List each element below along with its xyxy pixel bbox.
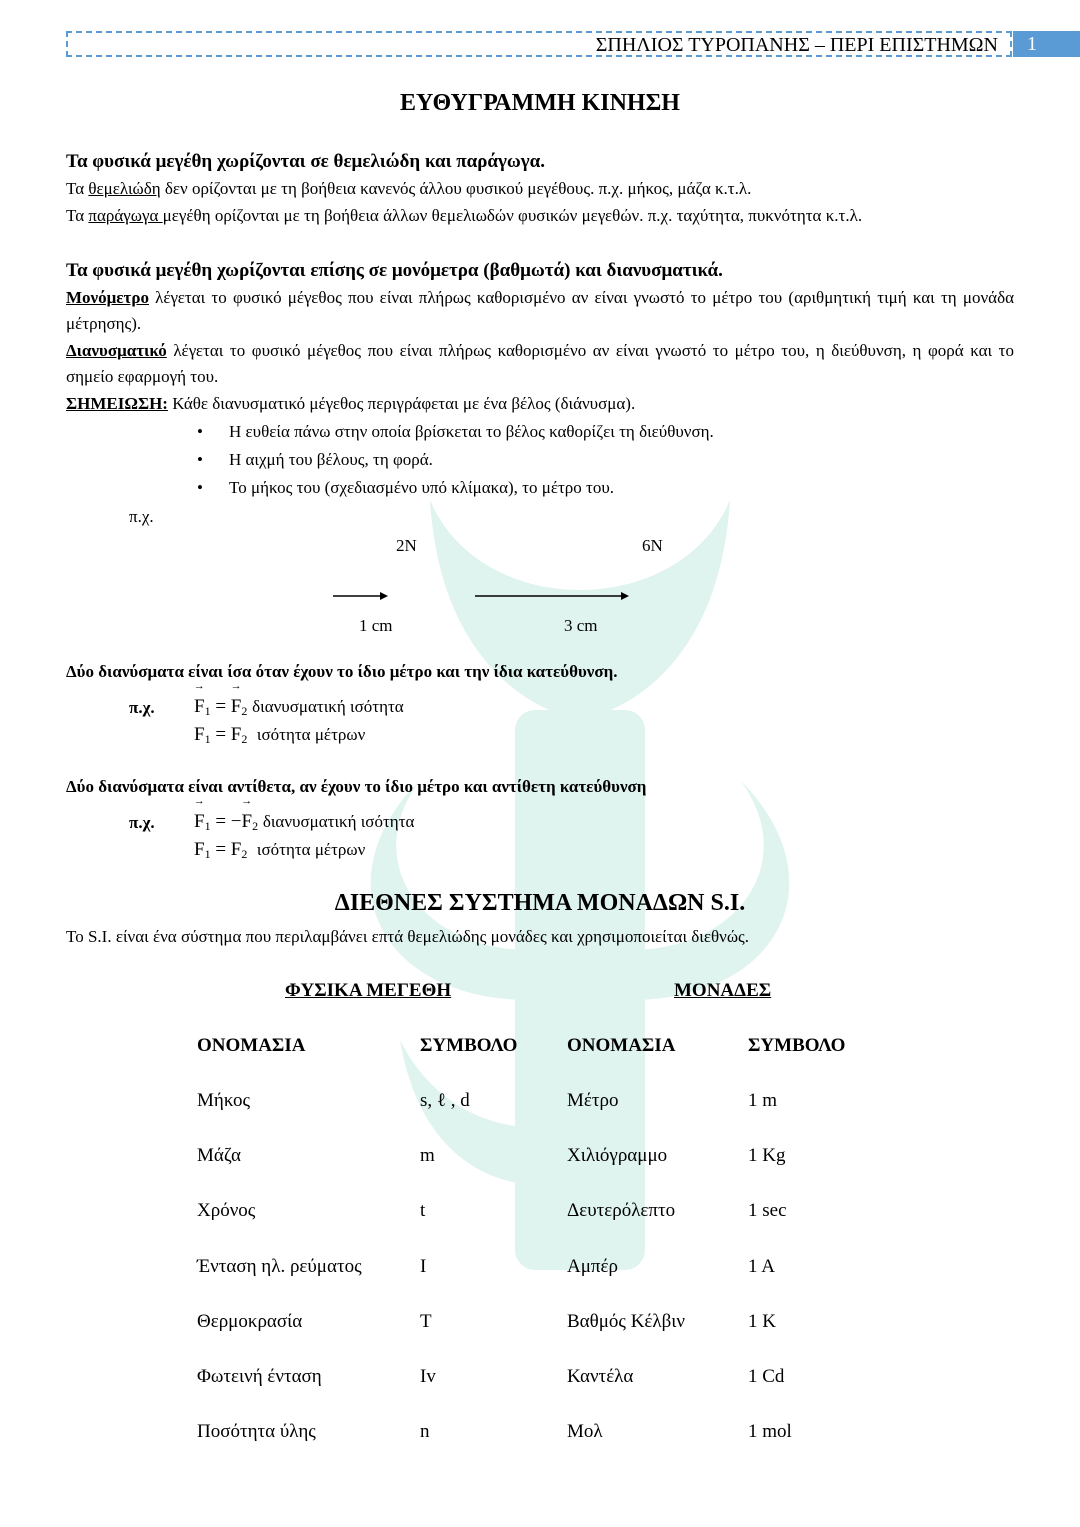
column-header: ΣΥΜΒΟΛΟ — [420, 1035, 518, 1056]
arrow2-length-label: 3 cm — [564, 616, 598, 635]
vector-F: → F — [194, 694, 205, 720]
subscript: 2 — [252, 819, 259, 833]
table-cell: Καντέλα — [567, 1366, 634, 1387]
equation-description: ισότητα μέτρων — [256, 840, 366, 859]
table-cell: Μήκος — [197, 1090, 251, 1111]
text-fragment: Τα — [66, 179, 89, 198]
derived-line — [66, 203, 862, 229]
arrow2-head — [621, 592, 629, 600]
section-title-si-units: ΔΙΕΘΝΕΣ ΣΥΣΤΗΜΑ ΜΟΝΑΔΩΝ S.I. — [334, 890, 746, 916]
table-cell: 1 Kg — [748, 1145, 786, 1166]
subscript: 1 — [204, 847, 211, 861]
example-label: π.χ. — [129, 813, 155, 832]
example-label: π.χ. — [129, 698, 155, 717]
term-derived: παράγωγα — [88, 206, 163, 225]
vector-arrows-figure — [330, 588, 640, 604]
table-cell: s, ℓ , d — [420, 1090, 470, 1111]
subscript: 2 — [241, 732, 248, 746]
subscript: 1 — [204, 704, 211, 718]
equals-minus-sign: = − — [215, 811, 242, 832]
table-cell: 1 K — [748, 1311, 776, 1332]
text-fragment: Κάθε διανυσματικό μέγεθος περιγράφεται με ένα βέλος (διάνυσμα). — [167, 394, 636, 413]
column-header: ΟΝΟΜΑΣΙΑ — [567, 1035, 676, 1056]
magnitude-F: F — [230, 839, 242, 860]
equation-description: διανυσματική ισότητα — [252, 697, 404, 716]
bullet-item: • Η αιχμή του βέλους, τη φορά. — [229, 447, 433, 473]
equals-sign: = — [215, 839, 227, 860]
term-vector: Διανυσματικό — [66, 341, 167, 360]
opposite-magnitude-equation — [194, 837, 365, 864]
arrow2-force-label: 6N — [642, 536, 663, 555]
arrow1-force-label: 2N — [396, 536, 417, 555]
text-fragment: δεν ορίζονται με τη βοήθεια κανενός άλλου φυσικού μεγέθους. π.χ. μήκος, μάζα κ.τ.λ. — [160, 179, 752, 198]
vector-F: → F — [194, 809, 205, 835]
group-header-units: ΜΟΝΑΔΕΣ — [674, 980, 772, 1001]
note-label: ΣΗΜΕΙΩΣΗ: — [66, 394, 168, 413]
bullet-item: • Η ευθεία πάνω στην οποία βρίσκεται το βέλος καθορίζει τη διεύθυνση. — [229, 419, 714, 445]
equals-sign: = — [215, 696, 227, 717]
table-cell: T — [420, 1311, 432, 1332]
equals-sign: = — [215, 724, 227, 745]
opposite-vectors-heading: Δύο διανύσματα είναι αντίθετα, αν έχουν το ίδιο μέτρο και αντίθετη κατεύθυνση — [66, 777, 647, 796]
table-cell: Αμπέρ — [567, 1256, 618, 1277]
subscript: 2 — [241, 704, 248, 718]
equal-vector-equation — [194, 694, 404, 721]
table-cell: Φωτεινή ένταση — [197, 1366, 322, 1387]
table-cell: 1 A — [748, 1256, 775, 1277]
arrow1-head — [380, 592, 388, 600]
subscript: 1 — [204, 732, 211, 746]
term-fundamental: θεμελιώδη — [88, 179, 161, 198]
magnitude-F: F — [194, 724, 205, 745]
si-intro: Το S.I. είναι ένα σύστημα που περιλαμβάνει επτά θεμελιώδης μονάδες και χρησιμοποιείται διεθνώς. — [66, 927, 750, 946]
table-cell: 1 sec — [748, 1200, 787, 1221]
arrow1-length-label: 1 cm — [359, 616, 393, 635]
term-scalar: Μονόμετρο — [66, 288, 149, 307]
table-cell: t — [420, 1200, 426, 1221]
running-title: ΣΠΗΛΙΟΣ ΤΥΡΟΠΑΝΗΣ – ΠΕΡΙ ΕΠΙΣΤΗΜΩΝ — [595, 34, 998, 56]
table-cell: Ένταση ηλ. ρεύματος — [197, 1256, 362, 1277]
text-fragment: Τα — [66, 206, 89, 225]
example-label: π.χ. — [129, 507, 154, 526]
vector-F: → F — [242, 809, 253, 835]
table-cell: Χρόνος — [197, 1200, 256, 1221]
column-header: ΟΝΟΜΑΣΙΑ — [197, 1035, 306, 1056]
note-line — [66, 391, 635, 417]
table-cell: I — [420, 1256, 427, 1277]
table-cell: Δευτερόλεπτο — [567, 1200, 676, 1221]
magnitude-F: F — [230, 724, 242, 745]
bullet-item: • Το μήκος του (σχεδιασμένο υπό κλίμακα), το μέτρο του. — [229, 475, 614, 501]
text-fragment: λέγεται το φυσικό μέγεθος που είναι πλήρως καθορισμένο αν είναι γνωστό το μέτρο του (αριθμητική τιμή και τη μονάδα μέτρησης). — [66, 288, 1014, 333]
table-cell: 1 m — [748, 1090, 778, 1111]
table-cell: Θερμοκρασία — [197, 1311, 303, 1332]
table-cell: Μολ — [567, 1421, 603, 1442]
equation-description: ισότητα μέτρων — [256, 725, 366, 744]
table-cell: Χιλιόγραμμο — [567, 1145, 668, 1166]
scalar-definition — [66, 285, 1014, 337]
fundamental-line — [66, 176, 751, 202]
group-header-quantities: ΦΥΣΙΚΑ ΜΕΓΕΘΗ — [285, 980, 452, 1001]
column-header: ΣΥΜΒΟΛΟ — [748, 1035, 846, 1056]
table-cell: m — [420, 1145, 435, 1166]
table-cell: Μάζα — [197, 1145, 241, 1166]
table-cell: 1 mol — [748, 1421, 792, 1442]
table-cell: Iv — [420, 1366, 436, 1387]
table-cell: n — [420, 1421, 430, 1442]
equal-vectors-heading: Δύο διανύσματα είναι ίσα όταν έχουν το ίδιο μέτρο και την ίδια κατεύθυνση. — [66, 662, 618, 681]
text-fragment: λέγεται το φυσικό μέγεθος που είναι πλήρως καθορισμένο αν είναι γνωστό το μέτρο του, η διεύθυνση, η φορά και το σημείο εφαρμογή του. — [66, 341, 1014, 386]
subscript: 2 — [241, 847, 248, 861]
para1-heading: Τα φυσικά μεγέθη χωρίζονται σε θεμελιώδη και παράγωγα. — [66, 151, 546, 172]
table-cell: Ποσότητα ύλης — [197, 1421, 316, 1442]
vector-F: → F — [231, 694, 242, 720]
equal-magnitude-equation — [194, 722, 365, 749]
table-cell: Μέτρο — [567, 1090, 619, 1111]
text-fragment: μεγέθη ορίζονται με τη βοήθεια άλλων θεμελιωδών φυσικών μεγεθών. π.χ. ταχύτητα, πυκνότητα κ.τ.λ. — [162, 206, 863, 225]
table-cell: 1 Cd — [748, 1366, 785, 1387]
page-number: 1 — [1013, 31, 1080, 57]
subscript: 1 — [204, 819, 211, 833]
section-title-linear-motion: ΕΥΘΥΓΡΑΜΜΗ ΚΙΝΗΣΗ — [400, 90, 680, 116]
table-cell: Βαθμός Κέλβιν — [567, 1311, 685, 1332]
magnitude-F: F — [194, 839, 205, 860]
para2-heading: Τα φυσικά μεγέθη χωρίζονται επίσης σε μονόμετρα (βαθμωτά) και διανυσματικά. — [66, 260, 723, 281]
equation-description: διανυσματική ισότητα — [262, 812, 415, 831]
vector-definition — [66, 338, 1014, 390]
opposite-vector-equation — [194, 809, 414, 836]
